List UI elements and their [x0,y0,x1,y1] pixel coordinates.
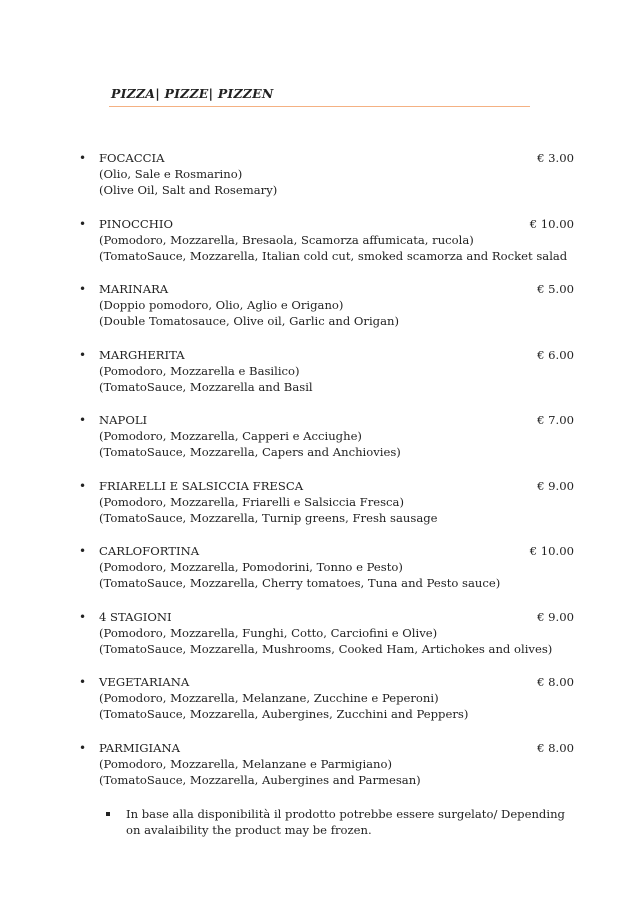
item-ingredients-it: (Pomodoro, Mozzarella, Capperi e Acciughe) [99,429,362,444]
item-ingredients-it: (Pomodoro, Mozzarella e Basilico) [99,363,300,378]
menu-item [0,543,640,609]
item-name: 4 STAGIONI [99,609,172,624]
square-bullet-icon [106,812,110,816]
item-ingredients-en: (TomatoSauce, Mozzarella, Turnip greens, Fresh sausage [99,510,438,525]
item-ingredients-en: (TomatoSauce, Mozzarella, Capers and Anchiovies) [99,445,401,460]
item-ingredients-it: (Olio, Sale e Rosmarino) [99,167,243,182]
item-text [99,674,468,723]
menu-item [0,412,640,478]
item-price: € 10.00 [529,544,574,558]
menu-item [0,150,640,216]
item-text [99,412,401,461]
item-ingredients-en: (TomatoSauce, Mozzarella and Basil [99,379,313,394]
item-price: € 10.00 [529,216,574,231]
menu-item [0,478,640,544]
item-ingredients-it: (Pomodoro, Mozzarella, Melanzane e Parmigiano) [99,756,393,771]
item-price: € 8.00 [537,675,574,689]
bullet-icon: • [79,347,87,362]
item-name: VEGETARIANA [99,675,190,689]
item-text [99,740,421,789]
bullet-icon: • [79,216,87,231]
page-title: PIZZA| PIZZE| PIZZEN [111,86,274,101]
item-ingredients-it: (Pomodoro, Mozzarella, Pomodorini, Tonno e Pesto) [99,560,403,575]
item-ingredients-en: (Olive Oil, Salt and Rosemary) [99,183,278,198]
item-ingredients-it: (Pomodoro, Mozzarella, Bresaola, Scamorza affumicata, rucola) [99,232,474,247]
item-name: NAPOLI [99,413,148,427]
menu-item [0,281,640,347]
item-text [99,478,438,527]
item-ingredients-it: (Pomodoro, Mozzarella, Melanzane, Zucchine e Peperoni) [99,691,439,706]
item-ingredients-it: (Pomodoro, Mozzarella, Friarelli e Salsiccia Fresca) [99,494,404,509]
item-ingredients-en: (Double Tomatosauce, Olive oil, Garlic and Origan) [99,314,400,329]
item-name: FRIARELLI E SALSICCIA FRESCA [99,478,304,493]
menu-list [0,150,640,805]
item-text [99,150,277,199]
item-name: MARINARA [99,282,169,296]
item-text [99,281,399,330]
bullet-icon: • [79,740,87,755]
item-ingredients-it: (Doppio pomodoro, Olio, Aglio e Origano) [99,298,344,313]
bullet-icon: • [79,151,87,165]
item-ingredients-en: (TomatoSauce, Mozzarella, Aubergines, Zucchini and Peppers) [99,707,469,722]
item-text [99,216,567,265]
bullet-icon: • [79,544,87,558]
item-price: € 9.00 [537,478,574,493]
item-text [99,609,552,658]
menu-item [0,216,640,282]
title-divider [109,106,530,107]
item-ingredients-en: (TomatoSauce, Mozzarella, Mushrooms, Cooked Ham, Artichokes and olives) [99,641,553,656]
item-ingredients-en: (TomatoSauce, Mozzarella, Aubergines and Parmesan) [99,772,421,787]
item-price: € 9.00 [537,609,574,624]
item-price: € 8.00 [537,740,574,755]
item-price: € 7.00 [537,413,574,427]
item-name: PINOCCHIO [99,216,173,231]
item-ingredients-en: (TomatoSauce, Mozzarella, Italian cold cut, smoked scamorza and Rocket salad [99,248,568,263]
item-ingredients-en: (TomatoSauce, Mozzarella, Cherry tomatoes, Tuna and Pesto sauce) [99,576,501,591]
item-name: PARMIGIANA [99,740,181,755]
item-price: € 3.00 [537,151,574,165]
item-name: CARLOFORTINA [99,544,200,558]
item-price: € 6.00 [537,347,574,362]
item-text [99,347,313,396]
item-text [99,543,500,592]
menu-item [0,609,640,675]
frozen-note: In base alla disponibilità il prodotto potrebbe essere surgelato/ Depending on avalaibility the product may be frozen. [126,807,565,838]
item-ingredients-it: (Pomodoro, Mozzarella, Funghi, Cotto, Carciofini e Olive) [99,625,438,640]
menu-item [0,347,640,413]
bullet-icon: • [79,478,87,493]
item-name: MARGHERITA [99,347,185,362]
bullet-icon: • [79,675,87,689]
item-price: € 5.00 [537,282,574,296]
bullet-icon: • [79,413,87,427]
menu-item [0,674,640,740]
menu-item [0,740,640,806]
bullet-icon: • [79,282,87,296]
bullet-icon: • [79,609,87,624]
item-name: FOCACCIA [99,151,165,165]
